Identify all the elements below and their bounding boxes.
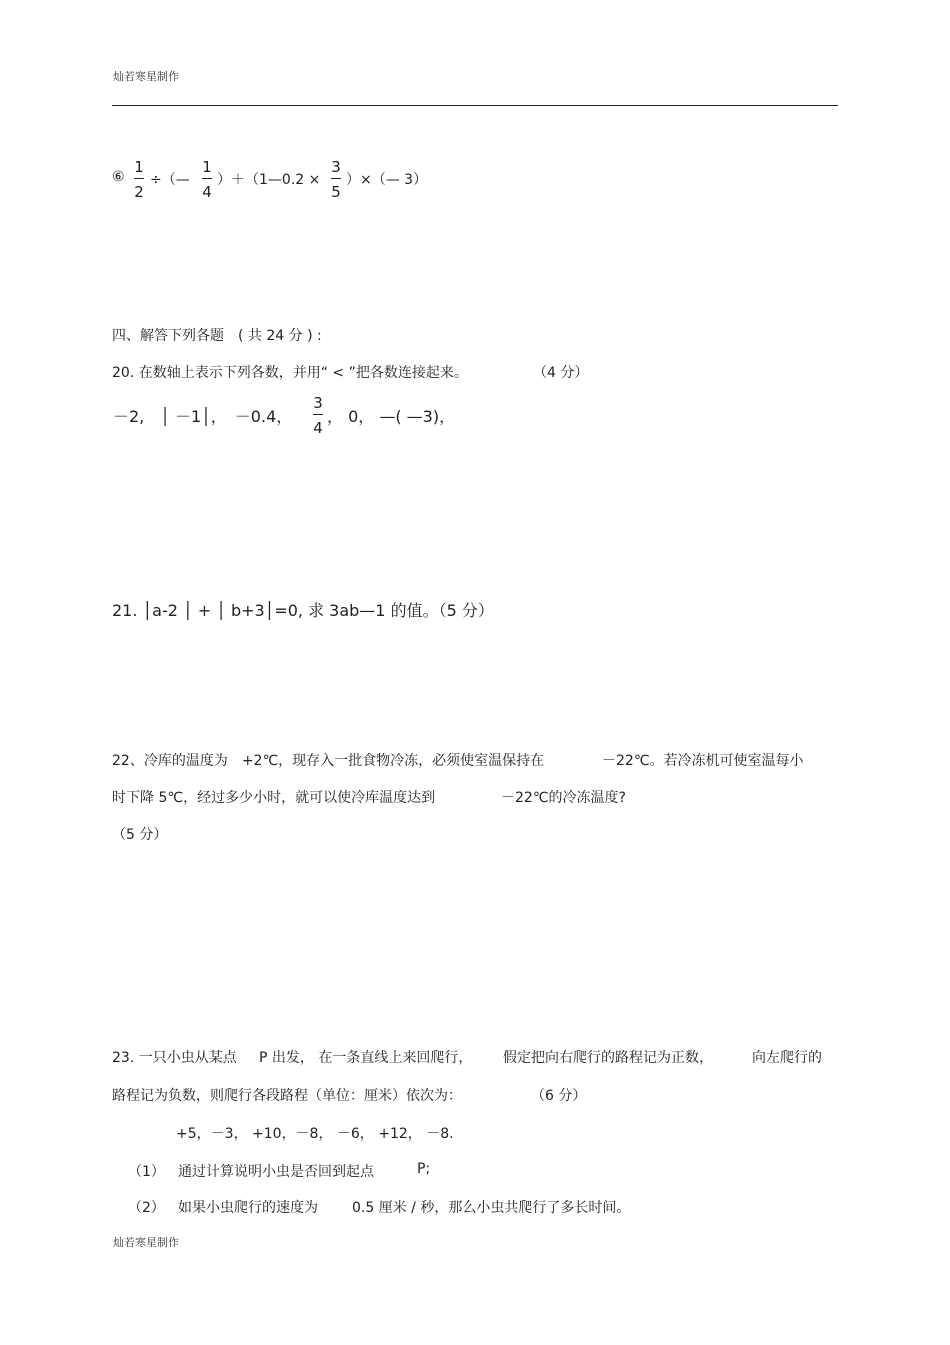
score-label: （4 分） <box>533 365 589 381</box>
fraction-bar <box>331 178 341 179</box>
subquestion-2-text: 如果小虫爬行的速度为 <box>178 1200 318 1216</box>
fraction-3 <box>328 158 344 201</box>
question-line-2b: －22℃的冷冻温度? <box>501 790 626 806</box>
number-list-b: ， 0， —( —3)， <box>327 407 456 426</box>
fraction-numerator: 3 <box>331 158 341 176</box>
fraction-denominator: 2 <box>134 183 144 201</box>
section-title: 四、解答下列各题 ( 共 24 分 ) : <box>112 328 322 344</box>
operator-text: ）＋（1—0.2 × <box>217 172 321 188</box>
fraction-bar <box>313 414 323 415</box>
operator-text: ）×（— 3） <box>346 172 428 188</box>
question-line-1b: P 出发， 在一条直线上来回爬行， <box>259 1050 473 1066</box>
question-line-2: 路程记为负数，则爬行各段路程（单位：厘米）依次为： <box>112 1088 462 1104</box>
subquestion-1-text: 通过计算说明小虫是否回到起点 <box>178 1164 374 1180</box>
number-list-a: －2, │ －1│， －0.4， <box>113 407 293 426</box>
page-header: 灿若寒星制作 <box>113 70 179 83</box>
question-21: 21. │a-2 │ + │ b+3│=0, 求 3ab—1 的值。（5 分） <box>112 601 494 620</box>
circled-number: ⑥ <box>112 169 125 185</box>
subquestion-2-label: （2） <box>128 1200 165 1216</box>
question-text: 20. 在数轴上表示下列各数，并用“ < ”把各数连接起来。 <box>112 365 468 381</box>
subquestion-1-label: （1） <box>128 1164 165 1180</box>
fraction-denominator: 5 <box>331 183 341 201</box>
distance-data: +5，－3， +10，－8， －6， +12， －8. <box>176 1126 454 1142</box>
question-line-1d: 向左爬行的 <box>752 1050 822 1066</box>
fraction-three-quarters <box>310 394 326 437</box>
fraction-bar <box>202 178 212 179</box>
question-line-2a: 时下降 5℃，经过多少小时，就可以使冷库温度达到 <box>112 790 436 806</box>
fraction-numerator: 1 <box>134 158 144 176</box>
fraction-denominator: 4 <box>313 419 323 437</box>
question-line-1a: 23. 一只小虫从某点 <box>112 1050 237 1066</box>
score-label: （5 分） <box>112 827 168 843</box>
fraction-numerator: 1 <box>202 158 212 176</box>
page-footer: 灿若寒星制作 <box>113 1236 179 1249</box>
subquestion-1-point: P; <box>417 1161 431 1177</box>
fraction-numerator: 3 <box>313 394 323 412</box>
question-line-1c: 假定把向右爬行的路程记为正数， <box>503 1050 713 1066</box>
fraction-denominator: 4 <box>202 183 212 201</box>
score-label: （6 分） <box>531 1088 587 1104</box>
subquestion-2-speed: 0.5 厘米 / 秒，那么小虫共爬行了多长时间。 <box>352 1200 631 1216</box>
fraction-bar <box>134 178 144 179</box>
header-rule <box>112 105 838 106</box>
operator-text: ÷（— <box>150 172 190 188</box>
question-line-1a: 22、冷库的温度为 +2℃，现存入一批食物冷冻，必须使室温保持在 <box>112 753 545 769</box>
fraction-2 <box>199 158 215 201</box>
question-line-1b: －22℃。若冷冻机可使室温每小 <box>602 753 804 769</box>
fraction-1 <box>131 158 147 201</box>
